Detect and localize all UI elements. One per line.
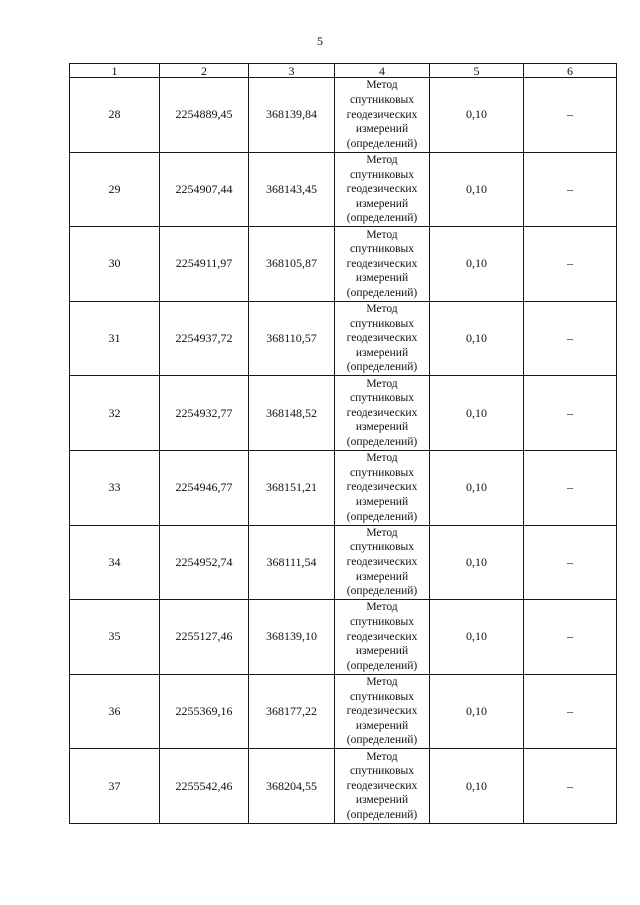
header-col-2: 2 (160, 64, 249, 78)
method-cell-text: Метод спутниковых геодезических измерений (определений) (346, 601, 418, 672)
coord-x-cell: 2254889,45 (160, 78, 249, 153)
accuracy-cell: 0,10 (430, 227, 524, 302)
table-row (70, 749, 617, 824)
method-cell (335, 78, 430, 153)
coord-y-cell: 368151,21 (249, 450, 335, 525)
note-cell-text: – (567, 480, 573, 495)
method-cell-text: Метод спутниковых геодезических измерений (определений) (346, 452, 418, 523)
table-row (70, 600, 617, 675)
method-cell-text: Метод спутниковых геодезических измерений (определений) (346, 153, 418, 225)
note-cell (524, 525, 617, 600)
note-cell-text: – (567, 405, 573, 420)
point-number-cell: 35 (70, 600, 160, 675)
method-cell-text: Метод спутниковых геодезических измерений (определений) (346, 377, 418, 449)
note-cell-text: – (567, 331, 573, 346)
note-cell (524, 227, 617, 302)
coord-x-cell: 2254932,77 (160, 376, 249, 451)
coord-x-cell: 2254946,77 (160, 450, 249, 525)
header-col-3: 3 (249, 64, 335, 78)
accuracy-cell: 0,10 (430, 301, 524, 376)
coord-x-cell: 2255542,46 (160, 749, 249, 824)
method-cell (335, 376, 430, 451)
table-row (70, 674, 617, 749)
note-cell (524, 376, 617, 451)
point-number-cell: 31 (70, 301, 160, 376)
coord-x-cell: 2254937,72 (160, 301, 249, 376)
method-cell (335, 525, 430, 600)
note-cell (524, 450, 617, 525)
note-cell (524, 152, 617, 227)
coord-y-cell: 368143,45 (249, 152, 335, 227)
table-header (70, 64, 617, 78)
point-number-cell: 34 (70, 525, 160, 600)
method-cell-text: Метод спутниковых геодезических измерений (определений) (346, 303, 418, 374)
method-cell (335, 301, 430, 376)
accuracy-cell: 0,10 (430, 152, 524, 227)
point-number-cell: 28 (70, 78, 160, 153)
coord-y-cell: 368139,10 (249, 600, 335, 675)
header-col-4: 4 (335, 64, 430, 78)
note-cell-text: – (567, 704, 573, 719)
point-number-cell: 33 (70, 450, 160, 525)
method-cell (335, 600, 430, 675)
coordinates-table (69, 63, 617, 824)
note-cell-text: – (567, 778, 573, 793)
coord-x-cell: 2255369,16 (160, 674, 249, 749)
method-cell (335, 152, 430, 227)
point-number-cell: 37 (70, 749, 160, 824)
accuracy-cell: 0,10 (430, 674, 524, 749)
coord-x-cell: 2254907,44 (160, 152, 249, 227)
table-row (70, 376, 617, 451)
note-cell-text: – (567, 629, 573, 644)
point-number-cell: 29 (70, 152, 160, 227)
coord-y-cell: 368105,87 (249, 227, 335, 302)
coord-y-cell: 368148,52 (249, 376, 335, 451)
method-cell (335, 227, 430, 302)
point-number-cell: 32 (70, 376, 160, 451)
method-cell (335, 450, 430, 525)
coord-y-cell: 368177,22 (249, 674, 335, 749)
accuracy-cell: 0,10 (430, 525, 524, 600)
note-cell-text: – (567, 107, 573, 122)
accuracy-cell: 0,10 (430, 376, 524, 451)
table-row (70, 525, 617, 600)
table-row (70, 227, 617, 302)
header-col-5: 5 (430, 64, 524, 78)
header-col-1: 1 (70, 64, 160, 78)
point-number-cell: 36 (70, 674, 160, 749)
coord-y-cell: 368204,55 (249, 749, 335, 824)
point-number-cell: 30 (70, 227, 160, 302)
coord-x-cell: 2254952,74 (160, 525, 249, 600)
coord-y-cell: 368139,84 (249, 78, 335, 153)
method-cell-text: Метод спутниковых геодезических измерений (определений) (346, 750, 418, 822)
coord-x-cell: 2254911,97 (160, 227, 249, 302)
table-row (70, 301, 617, 376)
note-cell-text: – (567, 181, 573, 196)
note-cell (524, 301, 617, 376)
coord-x-cell: 2255127,46 (160, 600, 249, 675)
accuracy-cell: 0,10 (430, 600, 524, 675)
note-cell (524, 749, 617, 824)
method-cell (335, 749, 430, 824)
accuracy-cell: 0,10 (430, 749, 524, 824)
accuracy-cell: 0,10 (430, 450, 524, 525)
method-cell-text: Метод спутниковых геодезических измерений (определений) (346, 676, 418, 747)
coord-y-cell: 368111,54 (249, 525, 335, 600)
table-row (70, 78, 617, 153)
accuracy-cell: 0,10 (430, 78, 524, 153)
header-col-6: 6 (524, 64, 617, 78)
method-cell-text: Метод спутниковых геодезических измерений (определений) (346, 79, 418, 150)
note-cell-text: – (567, 256, 573, 271)
page-number: 5 (317, 34, 323, 48)
header-row (70, 64, 617, 78)
table-row (70, 450, 617, 525)
note-cell (524, 600, 617, 675)
method-cell-text: Метод спутниковых геодезических измерений (определений) (346, 526, 418, 598)
note-cell (524, 674, 617, 749)
method-cell-text: Метод спутниковых геодезических измерений (определений) (346, 228, 418, 299)
coord-y-cell: 368110,57 (249, 301, 335, 376)
method-cell (335, 674, 430, 749)
note-cell-text: – (567, 554, 573, 569)
table-body (70, 78, 617, 824)
table-row (70, 152, 617, 227)
note-cell (524, 78, 617, 153)
